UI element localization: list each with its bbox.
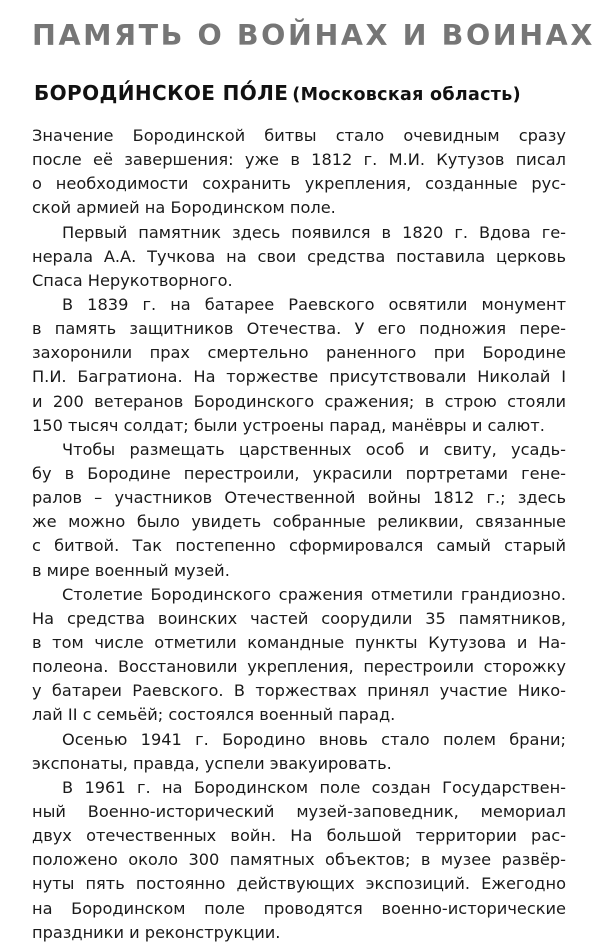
- text-line: в том числе отметили командные пункты Кутузова и На-: [32, 632, 566, 652]
- text-line: в память защитников Отечества. У его подножия пере-: [32, 319, 566, 339]
- article-title-name: БОРОДИ́НСКОЕ ПО́ЛЕ: [34, 81, 289, 105]
- text-line: захоронили прах смертельно раненного при Бородине: [32, 343, 566, 363]
- text-line: положено около 300 памятных объектов; в музее развёр-: [32, 850, 566, 870]
- text-line: бу в Бородине перестроили, украсили портретами гене-: [32, 463, 566, 483]
- text-line: ралов – участников Отечественной войны 1812 г.; здесь: [32, 488, 566, 508]
- text-line: Осенью 1941 г. Бородино вновь стало полем брани;: [62, 729, 566, 749]
- text-line: Значение Бородинской битвы стало очевидным сразу: [32, 126, 566, 145]
- text-line: на Бородинском поле проводятся военно-исторические: [32, 898, 566, 918]
- text-line: ской армией на Бородинском поле.: [32, 198, 336, 218]
- section-header: ПАМЯТЬ О ВОЙНАХ И ВОИНАХ: [32, 19, 595, 52]
- article-body: [32, 124, 566, 945]
- text-line: ный Военно-исторический музей-заповедник, мемориал: [32, 801, 566, 821]
- text-line: В 1839 г. на батарее Раевского освятили монумент: [62, 294, 566, 314]
- text-line: и 200 ветеранов Бородинского сражения; в строю стояли: [32, 391, 566, 411]
- text-line: На средства воинских частей соорудили 35 памятников,: [32, 608, 566, 628]
- text-line: нуты пять постоянно действующих экспозиций. Ежегодно: [32, 874, 566, 894]
- text-line: нерала А.А. Тучкова на свои средства поставила церковь: [32, 246, 566, 266]
- text-line: 150 тысяч солдат; были устроены парад, манёвры и салют.: [32, 415, 545, 435]
- text-line: с битвой. Так постепенно сформировался самый старый: [32, 536, 566, 556]
- text-line: у батареи Раевского. В торжествах принял участие Нико-: [32, 681, 566, 701]
- text-line: о необходимости сохранить укрепления, созданные рус-: [32, 174, 566, 194]
- text-line: Чтобы размещать царственных особ и свиту, усадь-: [62, 439, 566, 459]
- text-line: после её завершения: уже в 1812 г. М.И. Кутузов писал: [32, 150, 566, 170]
- text-line: полеона. Восстановили укрепления, перестроили сторожку: [32, 657, 566, 677]
- text-line: Спаса Нерукотворного.: [32, 270, 233, 290]
- article-title: [34, 78, 574, 108]
- text-line: В 1961 г. на Бородинском поле создан Государствен-: [62, 777, 566, 797]
- text-line: в мире военный музей.: [32, 560, 230, 580]
- text-line: Первый памятник здесь появился в 1820 г. Вдова ге-: [62, 222, 566, 242]
- article-title-region: (Московская область): [292, 85, 521, 105]
- text-line: двух отечественных войн. На большой территории рас-: [32, 826, 566, 846]
- text-line: П.И. Багратиона. На торжестве присутствовали Николай I: [32, 367, 566, 387]
- text-line: экспонаты, правда, успели эвакуировать.: [32, 753, 392, 773]
- text-line: же можно было увидеть собранные реликвии, связанные: [32, 512, 566, 532]
- text-line: Столетие Бородинского сражения отметили грандиозно.: [62, 584, 566, 604]
- text-line: праздники и реконструкции.: [32, 922, 281, 942]
- text-line: лай II с семьёй; состоялся военный парад.: [32, 705, 396, 725]
